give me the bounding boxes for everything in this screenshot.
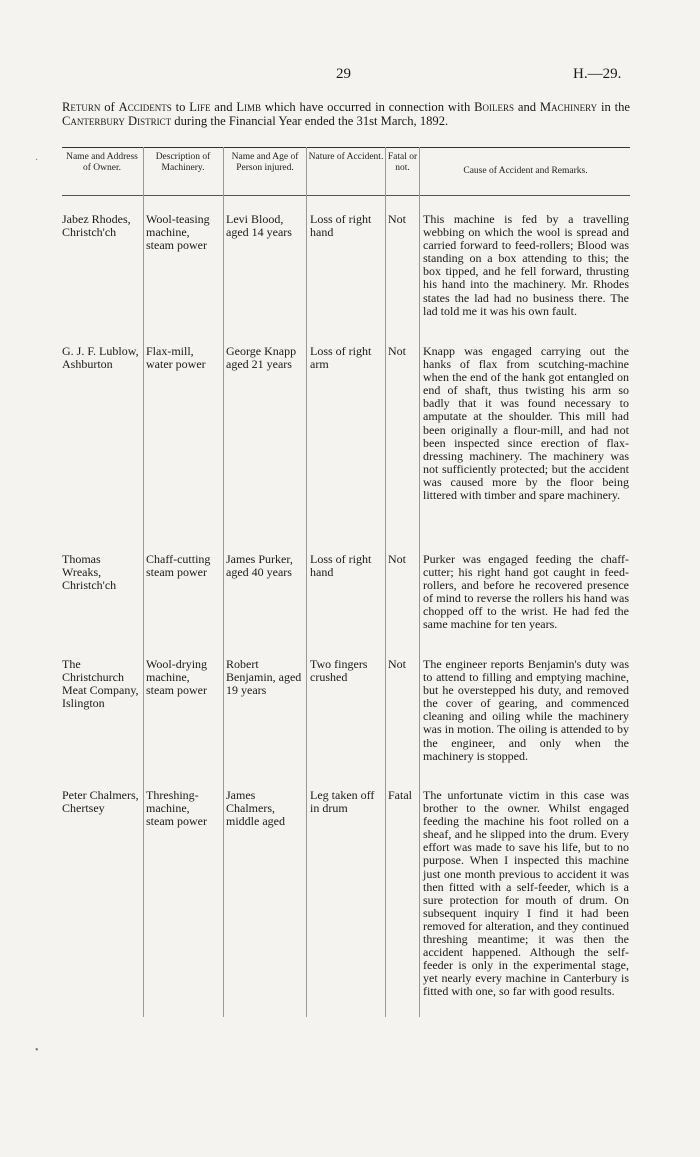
person-cell: James Purker, aged 40 years [226, 552, 293, 580]
column-divider [419, 147, 420, 1017]
remarks-cell: The engineer reports Benjamin's duty was to attend to filling and emptying machine, but he overstepped his duty, and removed the cover of gearing, and commenced cleaning and oiling while the machinery was in motion. The oiling is attended to by the engineer, and only when the machinery is stopped. [423, 657, 629, 763]
person-cell: George Knapp aged 21 years [226, 344, 297, 372]
fatal-cell: Not [388, 657, 406, 671]
column-divider [223, 147, 224, 1017]
column-divider [385, 147, 386, 1017]
remarks-cell: Knapp was engaged carrying out the hanks of flax from scutching-machine when the end of the hank got entangled on end of shaft, thus twisting his arm so badly that it was found necessary to amputate at the shoulder. This mill had been originally a flour-mill, and had not been inspected since erection of flax-dressing machinery. The machinery was not sufficiently protected; but the accident was caused more by the floor being littered with timber and spare machinery. [423, 344, 629, 503]
remarks-cell: This machine is fed by a travelling webbing on which the wool is spread and carried forward to feed-rollers; Blood was standing on a box attending to this; the box tipped, and he fell forward, thrusting his hand into the machinery. Mr. Rhodes states the lad had no business there. The lad told me it was his own fault. [423, 212, 629, 318]
header-nature: Nature of Accident. [308, 152, 384, 162]
header-bottom-rule [62, 195, 630, 196]
table-title: Return of Accidents to Life and Limb which have occurred in connection with Boilers and Machinery in the Canterbury District during the Financial Year ended the 31st March, 1892. [62, 100, 631, 128]
person-cell: Robert Benjamin, aged 19 years [226, 657, 302, 698]
person-cell: Levi Blood, aged 14 years [226, 212, 292, 240]
nature-cell: Loss of right hand [310, 212, 372, 240]
owner-cell: Thomas Wreaks, Christch'ch [62, 552, 117, 593]
table-top-rule [62, 147, 630, 148]
machinery-cell: Wool-drying machine, steam power [146, 657, 208, 698]
machinery-cell: Wool-teasing machine, steam power [146, 212, 210, 253]
machinery-cell: Flax-mill, water power [146, 344, 206, 372]
header-remarks: Cause of Accident and Remarks. [463, 166, 588, 176]
nature-cell: Two fingers crushed [310, 657, 368, 685]
owner-cell: G. J. F. Lublow, Ashburton [62, 344, 139, 372]
owner-cell: The Christchurch Meat Company, Islington [62, 657, 139, 711]
margin-speck: • [35, 1045, 39, 1056]
fatal-cell: Fatal [388, 788, 412, 802]
owner-cell: Jabez Rhodes, Christch'ch [62, 212, 131, 240]
machinery-cell: Chaff-cutting steam power [146, 552, 211, 580]
header-machinery: Description of Machinery. [155, 152, 211, 173]
margin-speck: · [35, 155, 39, 166]
page-number: 29 [336, 66, 351, 82]
column-divider [143, 147, 144, 1017]
page-reference: H.—29. [573, 66, 622, 82]
nature-cell: Loss of right arm [310, 344, 372, 372]
column-divider [306, 147, 307, 1017]
fatal-cell: Not [388, 212, 406, 226]
running-header [0, 66, 700, 86]
person-cell: James Chalmers, middle aged [226, 788, 285, 829]
remarks-cell: Purker was engaged feeding the chaff-cutter; his right hand got caught in feed-rollers, and before he recovered presence of mind to reverse the rollers his hand was chopped off to the wrist. He had fed the same machine for ten years. [423, 552, 629, 632]
nature-cell: Loss of right hand [310, 552, 372, 580]
fatal-cell: Not [388, 552, 406, 566]
header-person: Name and Age of Person injured. [231, 152, 299, 173]
machinery-cell: Threshing-machine, steam power [146, 788, 207, 829]
remarks-cell: The unfortunate victim in this case was brother to the owner. Whilst engaged feeding the machine his foot rolled on a sheaf, and he slipped into the drum. Every effort was made to save his life, but to no purpose. When I inspected this machine just one month previous to accident it was then fitted with a self-feeder, which is a sure protection for mouth of drum. On subsequent inquiry I find it had been removed for alteration, and they continued threshing meantime; it was then the accident happened. Although the self-feeder is only in the experimental stage, yet nearly every machine in Canterbury is fitted with one, so far with good results. [423, 788, 629, 999]
header-owner: Name and Address of Owner. [66, 152, 138, 173]
fatal-cell: Not [388, 344, 406, 358]
nature-cell: Leg taken off in drum [310, 788, 375, 816]
header-fatal: Fatal or not. [387, 152, 418, 173]
owner-cell: Peter Chalmers, Chertsey [62, 788, 139, 816]
